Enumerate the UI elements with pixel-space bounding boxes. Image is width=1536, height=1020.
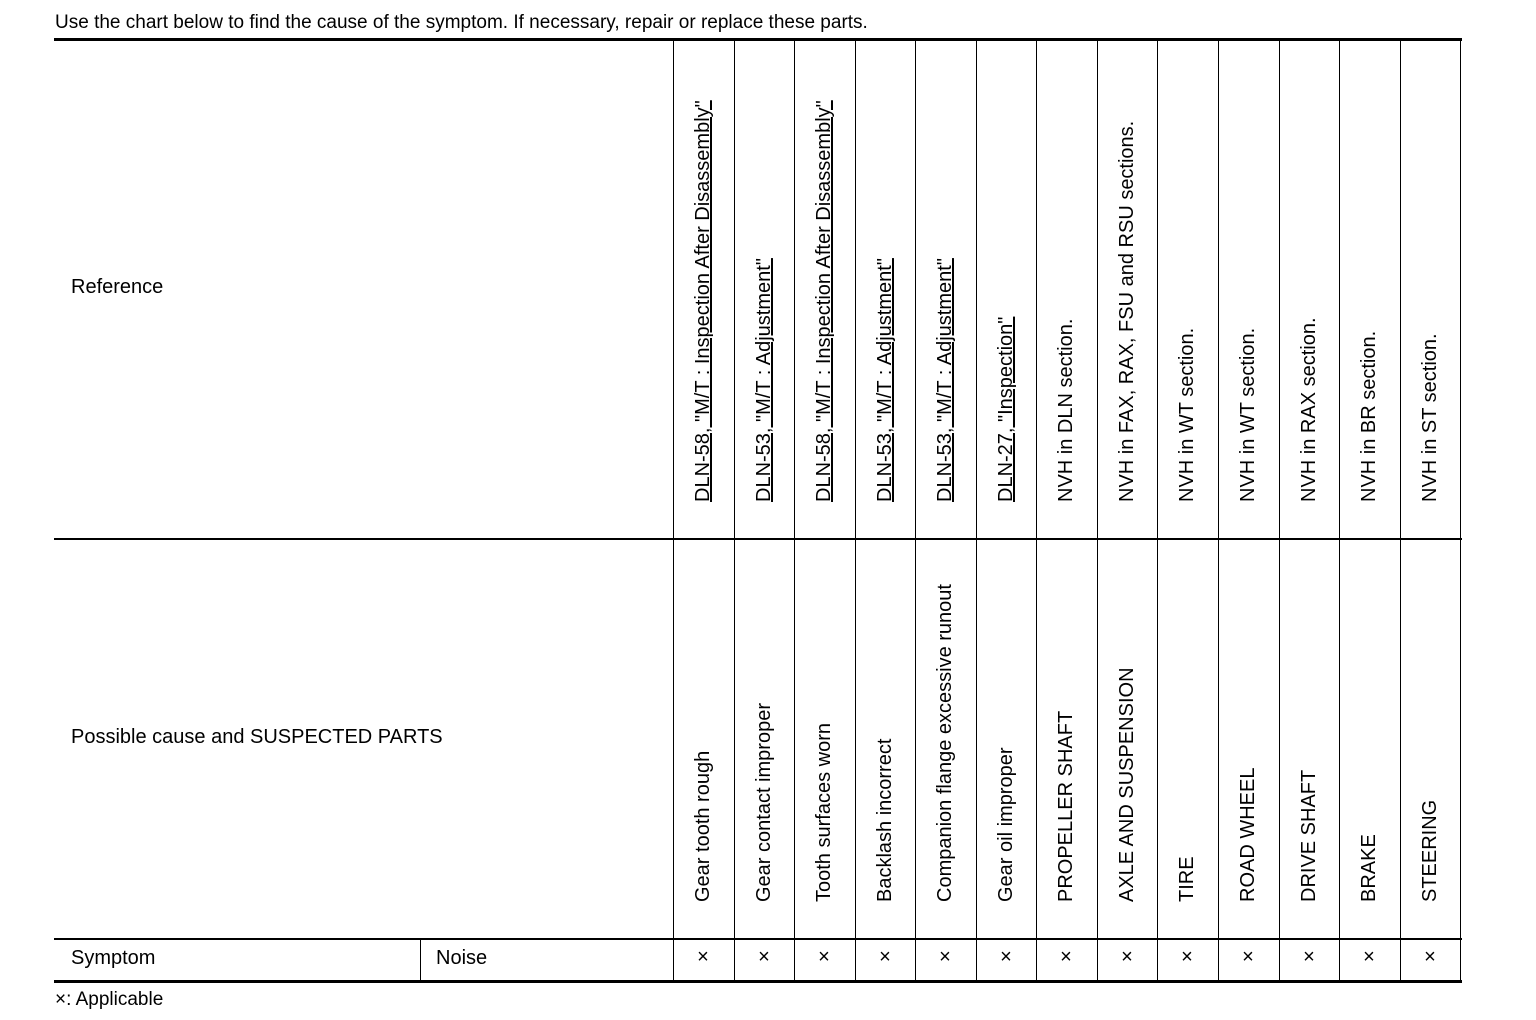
reference-link[interactable]: DLN-53, "M/T : Adjustment" [874,258,896,502]
reference-cell [794,41,854,538]
cause-text: DRIVE SHAFT [1298,769,1320,902]
reference-text: NVH in WT section. [1176,327,1198,502]
noise-label: Noise [436,947,488,969]
cause-cell [673,540,733,938]
cause-cell [976,540,1036,938]
applicable-mark: × [1363,946,1375,968]
reference-cell [855,41,915,538]
cause-cell [1218,540,1278,938]
applicable-mark: × [939,946,951,968]
reference-cell [1157,41,1217,538]
applicable-mark: × [1424,946,1436,968]
applicable-mark: × [1000,946,1012,968]
applicable-mark: × [1181,946,1193,968]
cause-cell [1279,540,1339,938]
cause-text: Gear contact improper [753,703,775,902]
cause-text: Backlash incorrect [874,738,896,902]
reference-text: NVH in RAX section. [1298,317,1320,502]
intro-text: Use the chart below to find the cause of the symptom. If necessary, repair or replace these parts. [55,12,868,33]
applicable-mark: × [758,946,770,968]
cause-cell [1036,540,1096,938]
cause-text: TIRE [1176,856,1198,902]
cause-cell [1339,540,1399,938]
reference-cell [1400,41,1460,538]
cause-text: Tooth surfaces worn [813,723,835,902]
reference-link[interactable]: DLN-53, "M/T : Adjustment" [934,258,956,502]
cause-text: AXLE AND SUSPENSION [1116,667,1138,902]
cause-text: Companion flange excessive runout [934,584,956,902]
applicable-mark: × [1303,946,1315,968]
cause-text: ROAD WHEEL [1237,767,1259,902]
reference-cell [673,41,733,538]
reference-label: Reference [71,276,164,298]
reference-link[interactable]: DLN-27, "Inspection" [995,316,1017,502]
cause-cell [1157,540,1217,938]
reference-text: NVH in ST section. [1419,333,1441,502]
reference-cell [976,41,1036,538]
applicable-mark: × [1242,946,1254,968]
footnote: ×: Applicable [55,989,164,1010]
column-divider [1460,41,1461,980]
cause-text: PROPELLER SHAFT [1055,710,1077,902]
reference-text: NVH in FAX, RAX, FSU and RSU sections. [1116,120,1138,502]
reference-text: NVH in WT section. [1237,327,1259,502]
reference-cell [1279,41,1339,538]
reference-text: NVH in DLN section. [1055,318,1077,502]
cause-cell [734,540,794,938]
cause-cell [855,540,915,938]
reference-text: NVH in BR section. [1358,330,1380,502]
applicable-mark: × [697,946,709,968]
reference-link[interactable]: DLN-53, "M/T : Adjustment" [753,258,775,502]
cause-text: Gear tooth rough [692,750,714,902]
reference-cell [915,41,975,538]
reference-cell [1097,41,1157,538]
applicable-mark: × [1121,946,1133,968]
cause-row-bottom-rule [54,938,1462,940]
reference-cell [1218,41,1278,538]
applicable-mark: × [1060,946,1072,968]
reference-link[interactable]: DLN-58, "M/T : Inspection After Disassembly" [813,100,835,502]
cause-cell [1400,540,1460,938]
table-bottom-rule [54,980,1462,983]
applicable-mark: × [879,946,891,968]
reference-cell [1036,41,1096,538]
cause-cell [915,540,975,938]
reference-link[interactable]: DLN-58, "M/T : Inspection After Disassembly" [692,100,714,502]
reference-cell [734,41,794,538]
possible-cause-label: Possible cause and SUSPECTED PARTS [71,726,443,748]
cause-text: STEERING [1419,799,1441,902]
cause-text: BRAKE [1358,834,1380,902]
cause-cell [1097,540,1157,938]
reference-cell [1339,41,1399,538]
symptom-label: Symptom [71,947,156,969]
applicable-mark: × [818,946,830,968]
cause-cell [794,540,854,938]
symptom-divider [420,940,421,980]
cause-text: Gear oil improper [995,747,1017,902]
